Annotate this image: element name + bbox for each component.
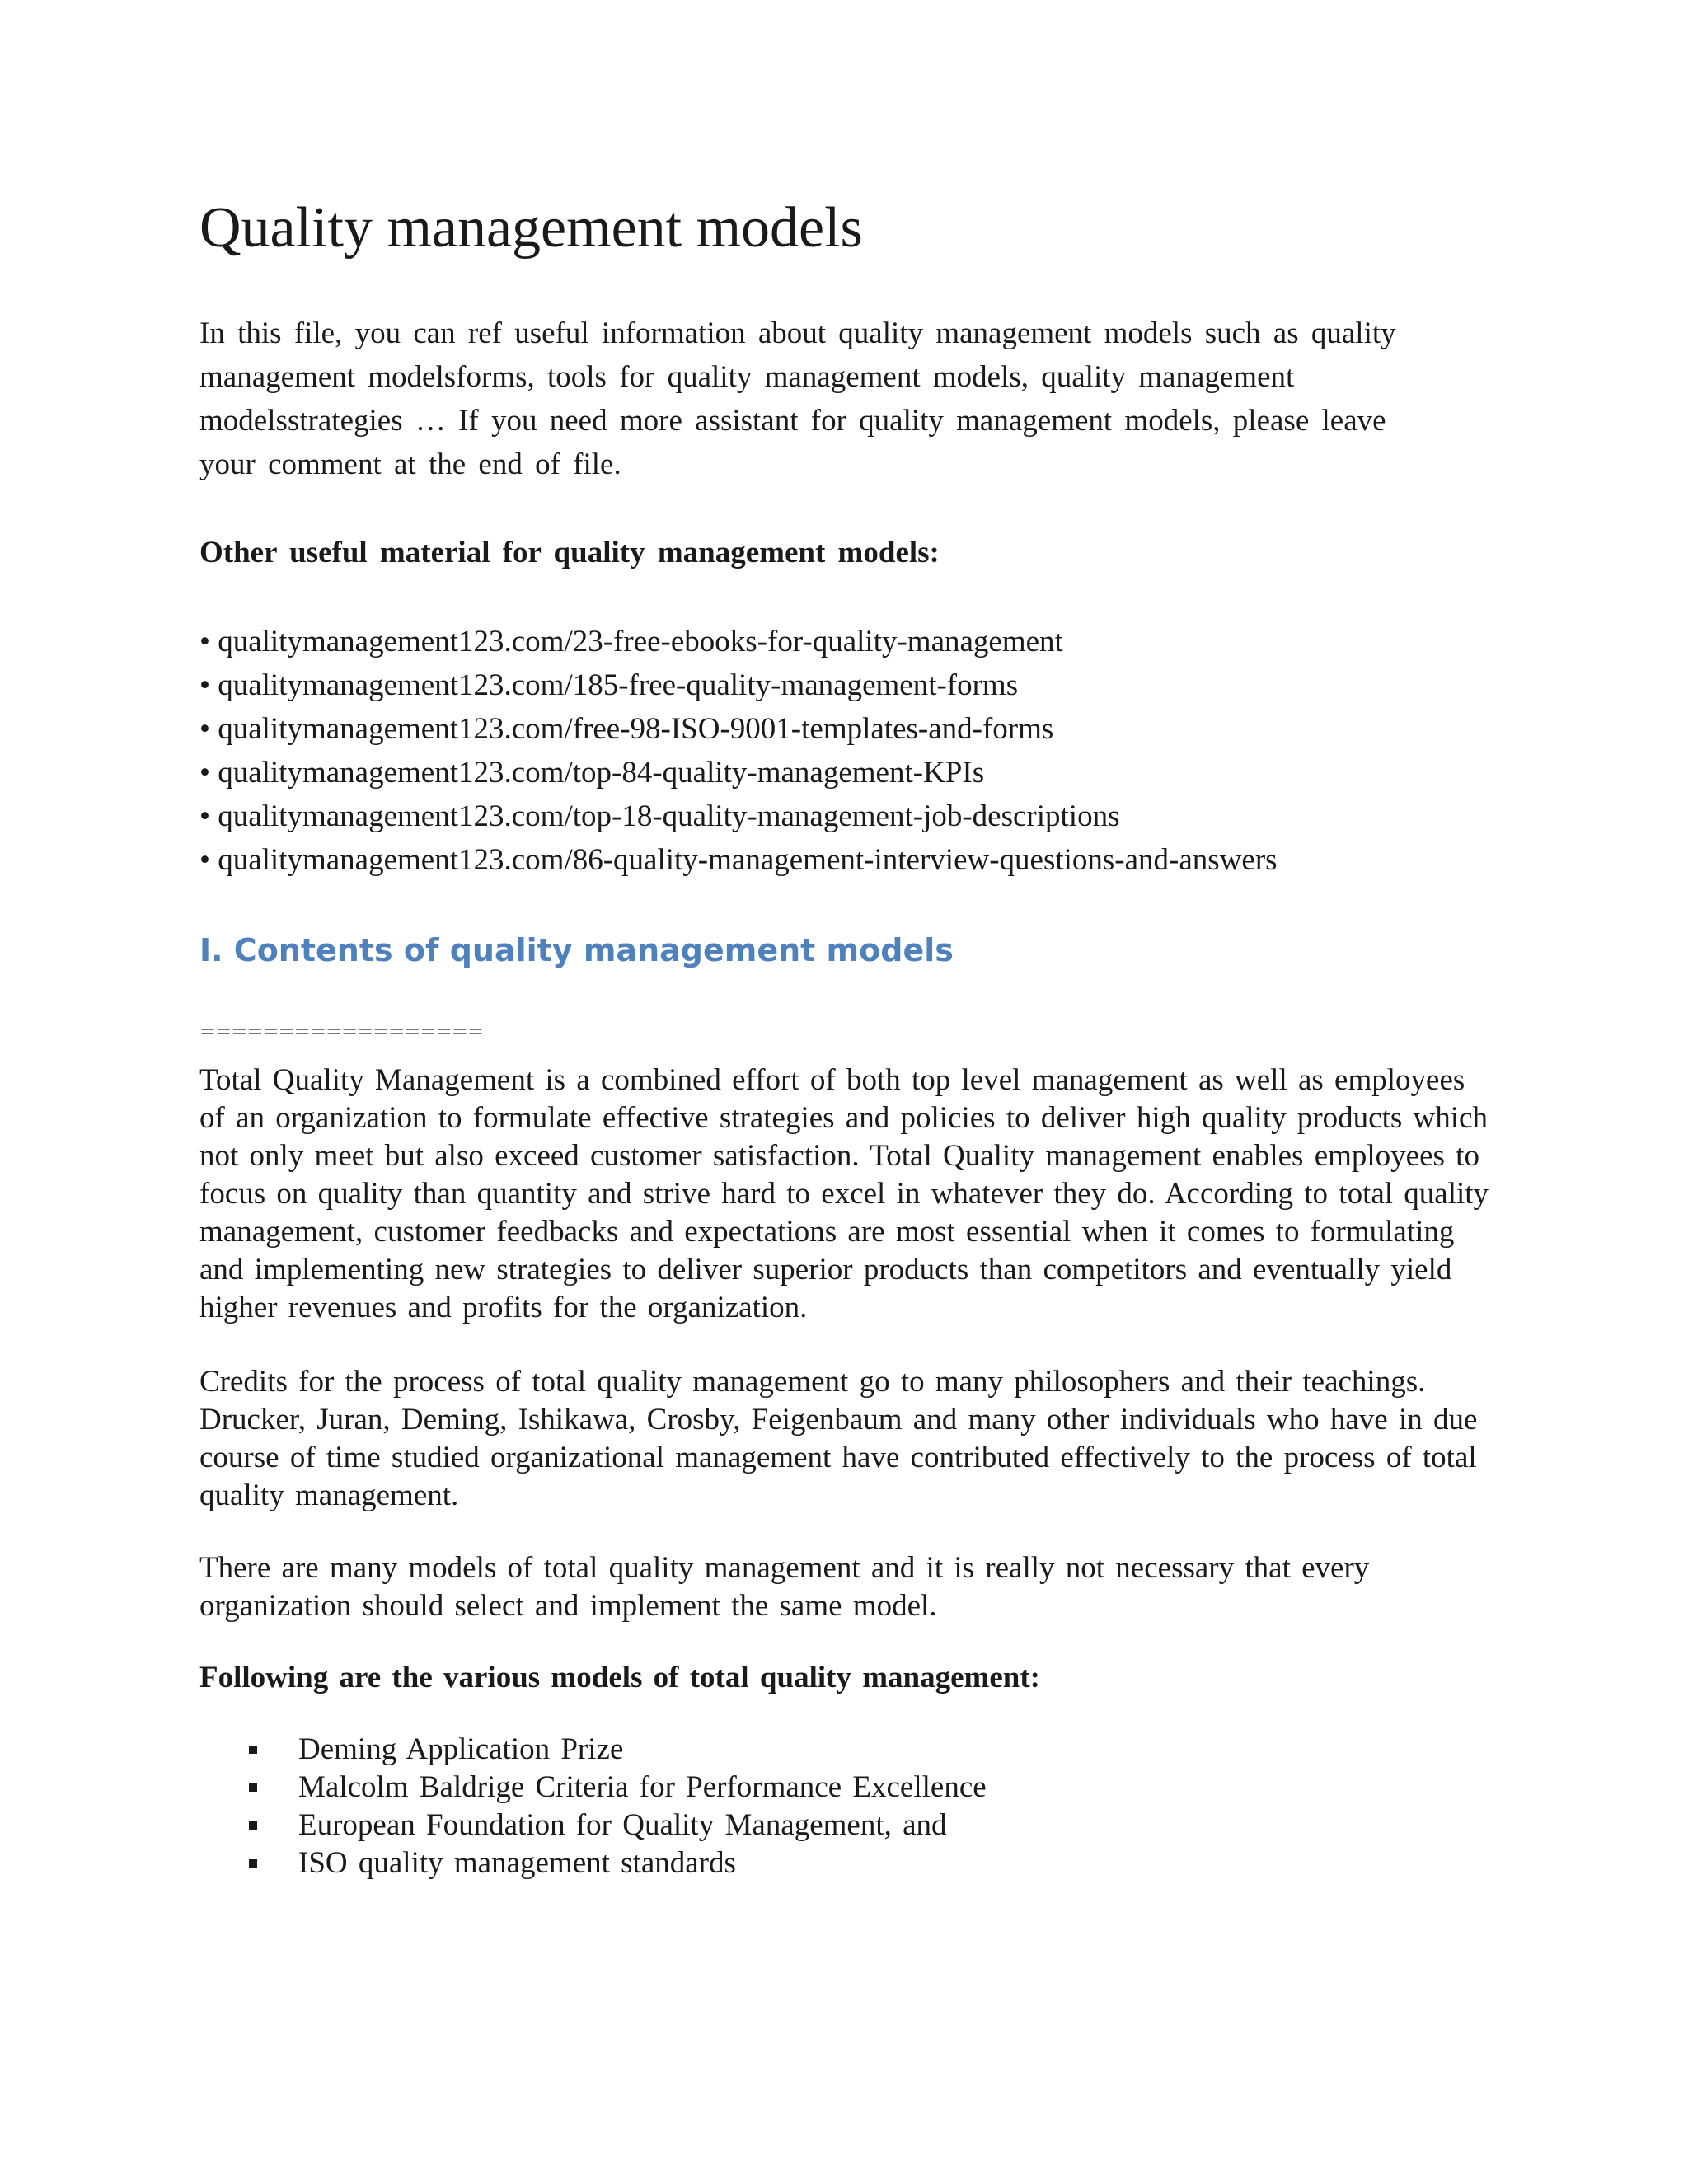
square-bullet-icon (249, 1746, 257, 1754)
square-bullet-icon (249, 1821, 257, 1830)
resource-link[interactable]: • qualitymanagement123.com/top-18-quality-management-job-descriptions (199, 799, 1120, 833)
list-item (249, 1807, 987, 1844)
list-item-label: European Foundation for Quality Management, and (298, 1808, 947, 1842)
list-item-label: Deming Application Prize (298, 1732, 624, 1766)
body-paragraph: Total Quality Management is a combined effort of both top level management as well as employees of an organization to formulate effective strategies and policies to deliver high quality products which not only meet but also exceed customer satisfaction. Total Quality management enables employees to focus on quality than quantity and strive hard to excel in whatever they do. According to total quality management, customer feedbacks and expectations are most essential when it comes to formulating and implementing new strategies to deliver superior products than competitors and eventually yield higher revenues and profits for the organization. (199, 1063, 1489, 1324)
intro-paragraph: In this file, you can ref useful information about quality management models such as quality management modelsforms, tools for quality management models, quality management modelsstrategies … If you need more assistant for quality management models, please leave your comment at the end of file. (199, 316, 1396, 481)
resource-link[interactable]: • qualitymanagement123.com/185-free-quality-management-forms (199, 668, 1019, 702)
resource-link[interactable]: • qualitymanagement123.com/23-free-ebooks-for-quality-management (199, 625, 1063, 658)
resource-link[interactable]: • qualitymanagement123.com/86-quality-management-interview-questions-and-answers (199, 843, 1278, 877)
body-paragraph: There are many models of total quality management and it is really not necessary that every organization should select and implement the same model. (199, 1551, 1370, 1623)
list-item (249, 1769, 987, 1807)
separator-rule: ================== (199, 1019, 483, 1043)
resource-link-list (199, 620, 1278, 882)
square-bullet-icon (249, 1859, 257, 1868)
section-heading: I. Contents of quality management models (199, 932, 954, 968)
models-list (249, 1731, 987, 1882)
list-item-label: ISO quality management standards (298, 1846, 736, 1880)
resource-link[interactable]: • qualitymanagement123.com/top-84-quality-management-KPIs (199, 756, 985, 790)
resource-link[interactable]: • qualitymanagement123.com/free-98-ISO-9001-templates-and-forms (199, 712, 1054, 746)
document-title: Quality management models (199, 196, 863, 260)
body-paragraph: Credits for the process of total quality management go to many philosophers and their teachings. Drucker, Juran, Deming, Ishikawa, Crosby, Feigenbaum and many other individuals who have in due course of time studied organizational management have contributed effectively to the process of total quality management. (199, 1365, 1478, 1512)
models-heading: Following are the various models of total quality management: (199, 1661, 1040, 1694)
list-item (249, 1731, 987, 1769)
square-bullet-icon (249, 1783, 257, 1792)
other-material-heading: Other useful material for quality management models: (199, 536, 940, 569)
list-item (249, 1844, 987, 1882)
list-item-label: Malcolm Baldrige Criteria for Performance Excellence (298, 1770, 987, 1804)
